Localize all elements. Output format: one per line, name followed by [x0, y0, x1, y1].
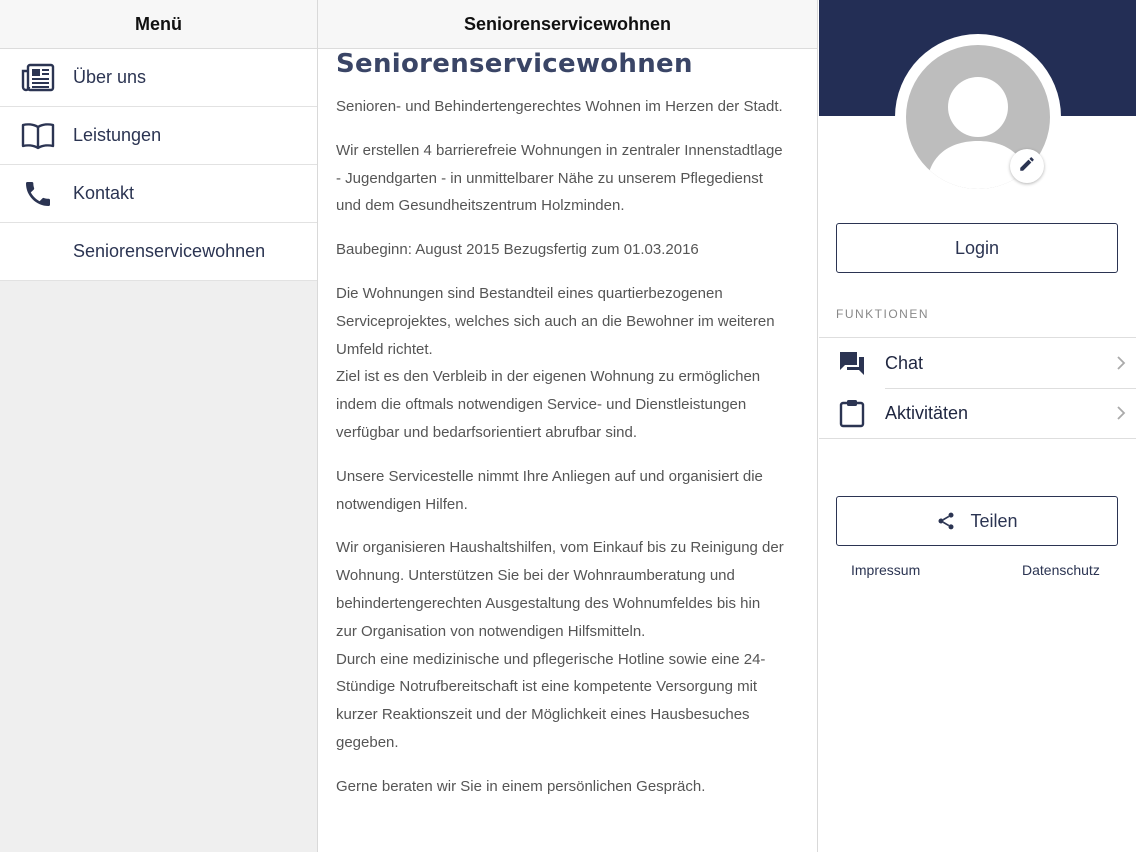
functions-section-label: FUNKTIONEN	[836, 307, 929, 321]
paragraph-line: Baubeginn: August 2015 Bezugsfertig zum 01.03.2016	[336, 241, 699, 259]
pencil-icon	[1018, 155, 1036, 178]
article-paragraph	[336, 773, 799, 801]
paragraph-line: indem die oftmals notwendigen Service- und Dienstleistungen	[336, 396, 747, 414]
chat-icon	[819, 350, 885, 376]
content-header	[318, 0, 817, 49]
menu-item-label: Leistungen	[73, 125, 162, 145]
paragraph-line: kurzer Reaktionszeit und der Möglichkeit eines Hausbesuches	[336, 706, 750, 724]
paragraph-line: Umfeld richtet.	[336, 340, 433, 358]
paragraph-line: gegeben.	[336, 733, 399, 751]
side-menu	[0, 0, 318, 852]
article-paragraph	[336, 534, 799, 756]
paragraph-line: Durch eine medizinische und pflegerische Hotline sowie eine 24-	[336, 650, 766, 668]
menu-item-ueber-uns[interactable]	[0, 49, 317, 107]
paragraph-line: zur Organisation von notwendigen Hilfsmitteln.	[336, 622, 646, 640]
function-item-aktivitaeten[interactable]	[819, 388, 1136, 438]
menu-list	[0, 49, 317, 281]
menu-item-label: Kontakt	[73, 183, 135, 203]
share-icon	[936, 511, 956, 531]
article-title: Seniorenservicewohnen	[336, 49, 693, 79]
paragraph-line: Stündige Notrufbereitschaft ist eine kompetente Versorgung mit	[336, 678, 758, 696]
impressum-link[interactable]: Impressum	[851, 562, 921, 578]
article-paragraph	[336, 463, 799, 519]
share-button[interactable]	[836, 496, 1118, 546]
menu-item-leistungen[interactable]	[0, 107, 317, 165]
function-item-chat[interactable]	[819, 338, 1136, 388]
menu-item-label: Über uns	[73, 67, 147, 87]
paragraph-line: notwendigen Hilfen.	[336, 495, 468, 513]
paragraph-line: Senioren- und Behindertengerechtes Wohnen im Herzen der Stadt.	[336, 98, 783, 115]
phone-icon	[0, 178, 73, 210]
book-icon	[0, 122, 73, 150]
menu-item-seniorenservicewohnen[interactable]	[0, 223, 317, 281]
menu-item-label: Seniorenservicewohnen	[73, 241, 266, 261]
article-paragraph	[336, 137, 799, 220]
login-button[interactable]	[836, 223, 1118, 273]
function-label: Aktivitäten	[885, 402, 969, 423]
article-paragraph	[336, 93, 799, 121]
content-pane	[318, 0, 818, 852]
paragraph-line: Ziel ist es den Verbleib in der eigenen Wohnung zu ermöglichen	[336, 368, 761, 386]
functions-list	[819, 337, 1136, 439]
paragraph-line: Unsere Servicestelle nimmt Ihre Anliegen auf und organisiert die	[336, 467, 763, 485]
menu-title: Menü	[135, 13, 182, 34]
paragraph-line: Wohnung. Unterstützen Sie bei der Wohnraumberatung und	[336, 567, 735, 585]
article-paragraph	[336, 280, 799, 447]
chevron-right-icon	[1106, 355, 1136, 371]
paragraph-line: Die Wohnungen sind Bestandteil eines quartierbezogenen	[336, 284, 723, 302]
share-label: Teilen	[970, 510, 1018, 531]
paragraph-line: verfügbar und bedarfsorientiert abrufbar sind.	[336, 423, 638, 441]
clipboard-icon	[819, 398, 885, 428]
article-body	[336, 93, 799, 801]
menu-header	[0, 0, 317, 49]
function-label: Chat	[885, 352, 924, 373]
paragraph-line: Wir organisieren Haushaltshilfen, vom Einkauf bis zu Reinigung der	[336, 539, 784, 557]
menu-item-kontakt[interactable]	[0, 165, 317, 223]
edit-avatar-button[interactable]	[1010, 149, 1044, 183]
paragraph-line: Gerne beraten wir Sie in einem persönlichen Gespräch.	[336, 777, 706, 795]
paragraph-line: und dem Gesundheitszentrum Holzminden.	[336, 197, 625, 215]
paragraph-line: - Jugendgarten - in unmittelbarer Nähe zu unserem Pflegedienst	[336, 169, 763, 187]
paragraph-line: behindertengerechten Ausgestaltung des Wohnumfeldes bis hin	[336, 594, 761, 612]
datenschutz-link[interactable]: Datenschutz	[1022, 562, 1100, 578]
paragraph-line: Wir erstellen 4 barrierefreie Wohnungen in zentraler Innenstadtlage	[336, 141, 783, 159]
profile-panel	[819, 0, 1136, 852]
paragraph-line: Serviceprojektes, welches sich auch an die Bewohner im weiteren	[336, 312, 775, 330]
login-label: Login	[954, 237, 1000, 258]
article-paragraph	[336, 236, 799, 264]
chevron-right-icon	[1106, 405, 1136, 421]
content-header-title: Seniorenservicewohnen	[463, 13, 672, 34]
newspaper-icon	[0, 63, 73, 93]
article	[318, 49, 817, 801]
